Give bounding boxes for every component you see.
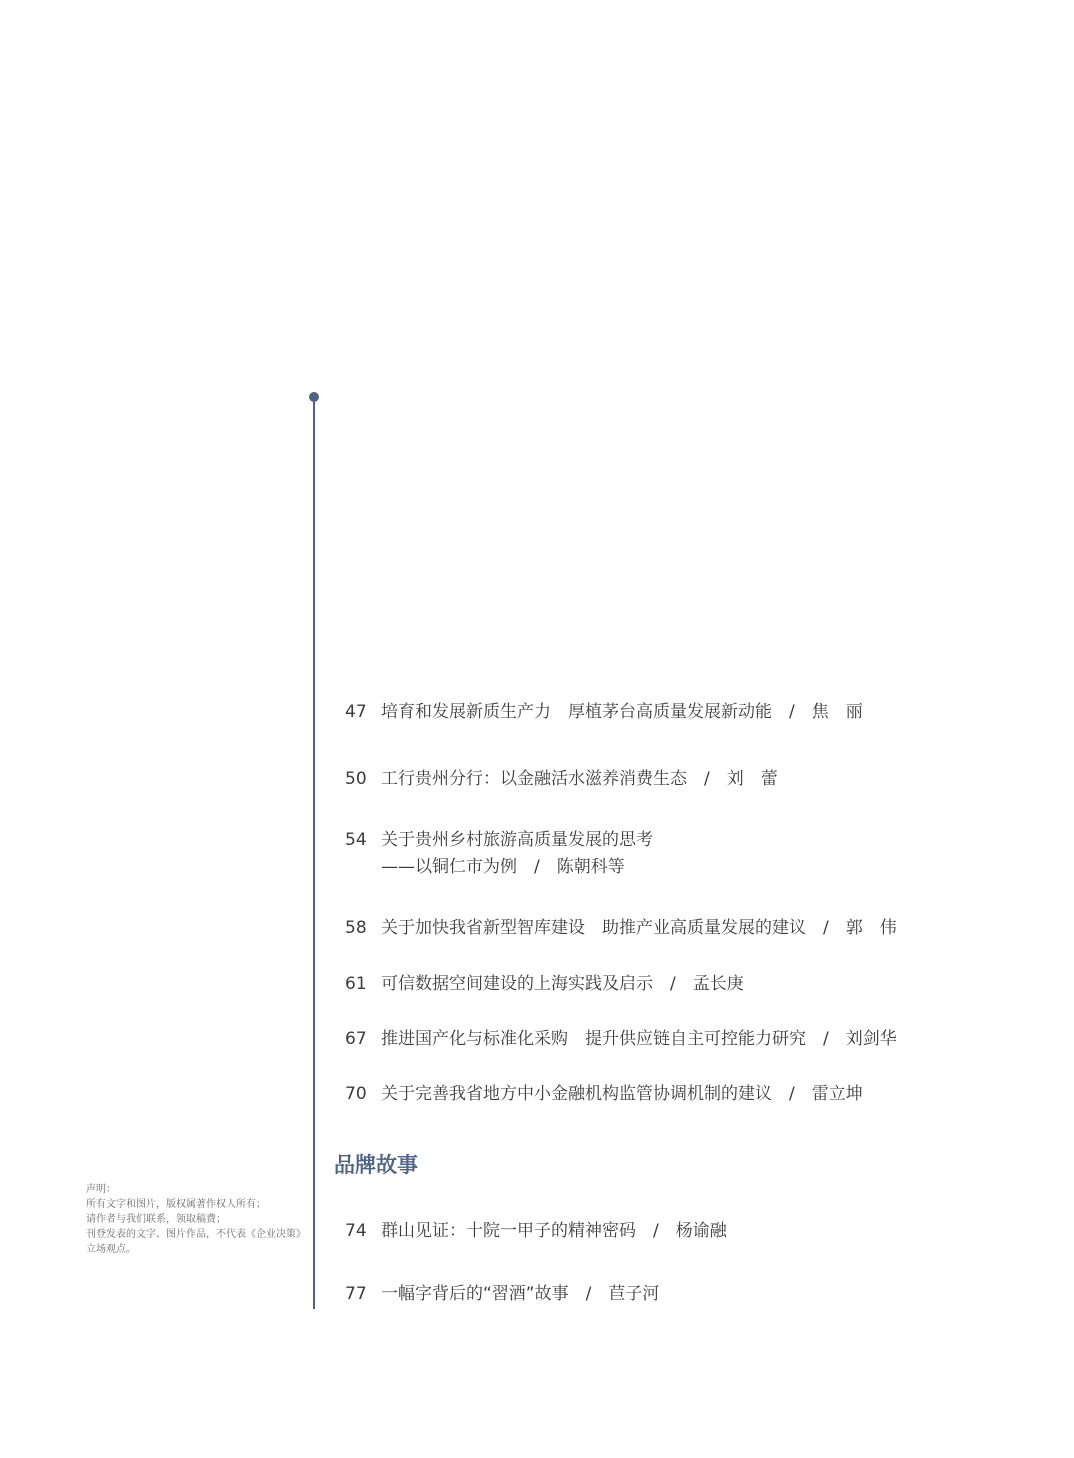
toc-entry[interactable] bbox=[345, 699, 863, 726]
disclaimer bbox=[86, 1182, 304, 1257]
toc-entry[interactable] bbox=[345, 766, 778, 793]
toc-page-number: 58 bbox=[345, 918, 367, 938]
toc-page-number: 77 bbox=[345, 1284, 367, 1304]
toc-title: 群山见证：十院一甲子的精神密码 / 杨谕融 bbox=[381, 1221, 727, 1241]
toc-entry[interactable] bbox=[345, 971, 744, 998]
disclaimer-line: 声明： bbox=[86, 1184, 116, 1195]
toc-title: 关于加快我省新型智库建设 助推产业高质量发展的建议 / 郭 伟 bbox=[381, 918, 897, 938]
toc-title: 关于贵州乡村旅游高质量发展的思考 bbox=[381, 830, 653, 850]
toc-page-number: 70 bbox=[345, 1084, 367, 1104]
timeline-dot bbox=[309, 392, 319, 402]
toc-page-number: 50 bbox=[345, 769, 367, 789]
toc-page-number: 54 bbox=[345, 830, 367, 850]
toc-entry[interactable] bbox=[345, 915, 897, 942]
toc-page-number: 61 bbox=[345, 974, 367, 994]
toc-page-number: 47 bbox=[345, 702, 367, 722]
toc-entry[interactable] bbox=[345, 1026, 897, 1053]
toc-title: 可信数据空间建设的上海实践及启示 / 孟长庚 bbox=[381, 974, 744, 994]
toc-page-number: 67 bbox=[345, 1029, 367, 1049]
disclaimer-line: 所有文字和图片，版权属著作权人所有； bbox=[86, 1199, 266, 1210]
toc-subtitle: ——以铜仁市为例 / 陈朝科等 bbox=[381, 857, 625, 877]
toc-entry[interactable] bbox=[345, 1081, 863, 1108]
toc-entry[interactable] bbox=[345, 1218, 727, 1245]
toc-title: 工行贵州分行：以金融活水滋养消费生态 / 刘 蕾 bbox=[381, 769, 778, 789]
disclaimer-line: 刊登发表的文字、图片作品，不代表《企业决策》立场观点。 bbox=[86, 1229, 301, 1255]
timeline-line bbox=[313, 397, 315, 1309]
toc-title: 培育和发展新质生产力 厚植茅台高质量发展新动能 / 焦 丽 bbox=[381, 702, 863, 722]
toc-title: 一幅字背后的“習酒”故事 / 苣子河 bbox=[381, 1284, 660, 1304]
disclaimer-line: 请作者与我们联系，领取稿费； bbox=[86, 1214, 226, 1225]
toc-entry[interactable] bbox=[345, 827, 653, 881]
toc-entry[interactable] bbox=[345, 1281, 659, 1308]
toc-title: 推进国产化与标准化采购 提升供应链自主可控能力研究 / 刘剑华 bbox=[381, 1029, 897, 1049]
toc-page-number: 74 bbox=[345, 1221, 367, 1241]
section-heading: 品牌故事 bbox=[334, 1153, 418, 1177]
toc-title: 关于完善我省地方中小金融机构监管协调机制的建议 / 雷立坤 bbox=[381, 1084, 863, 1104]
